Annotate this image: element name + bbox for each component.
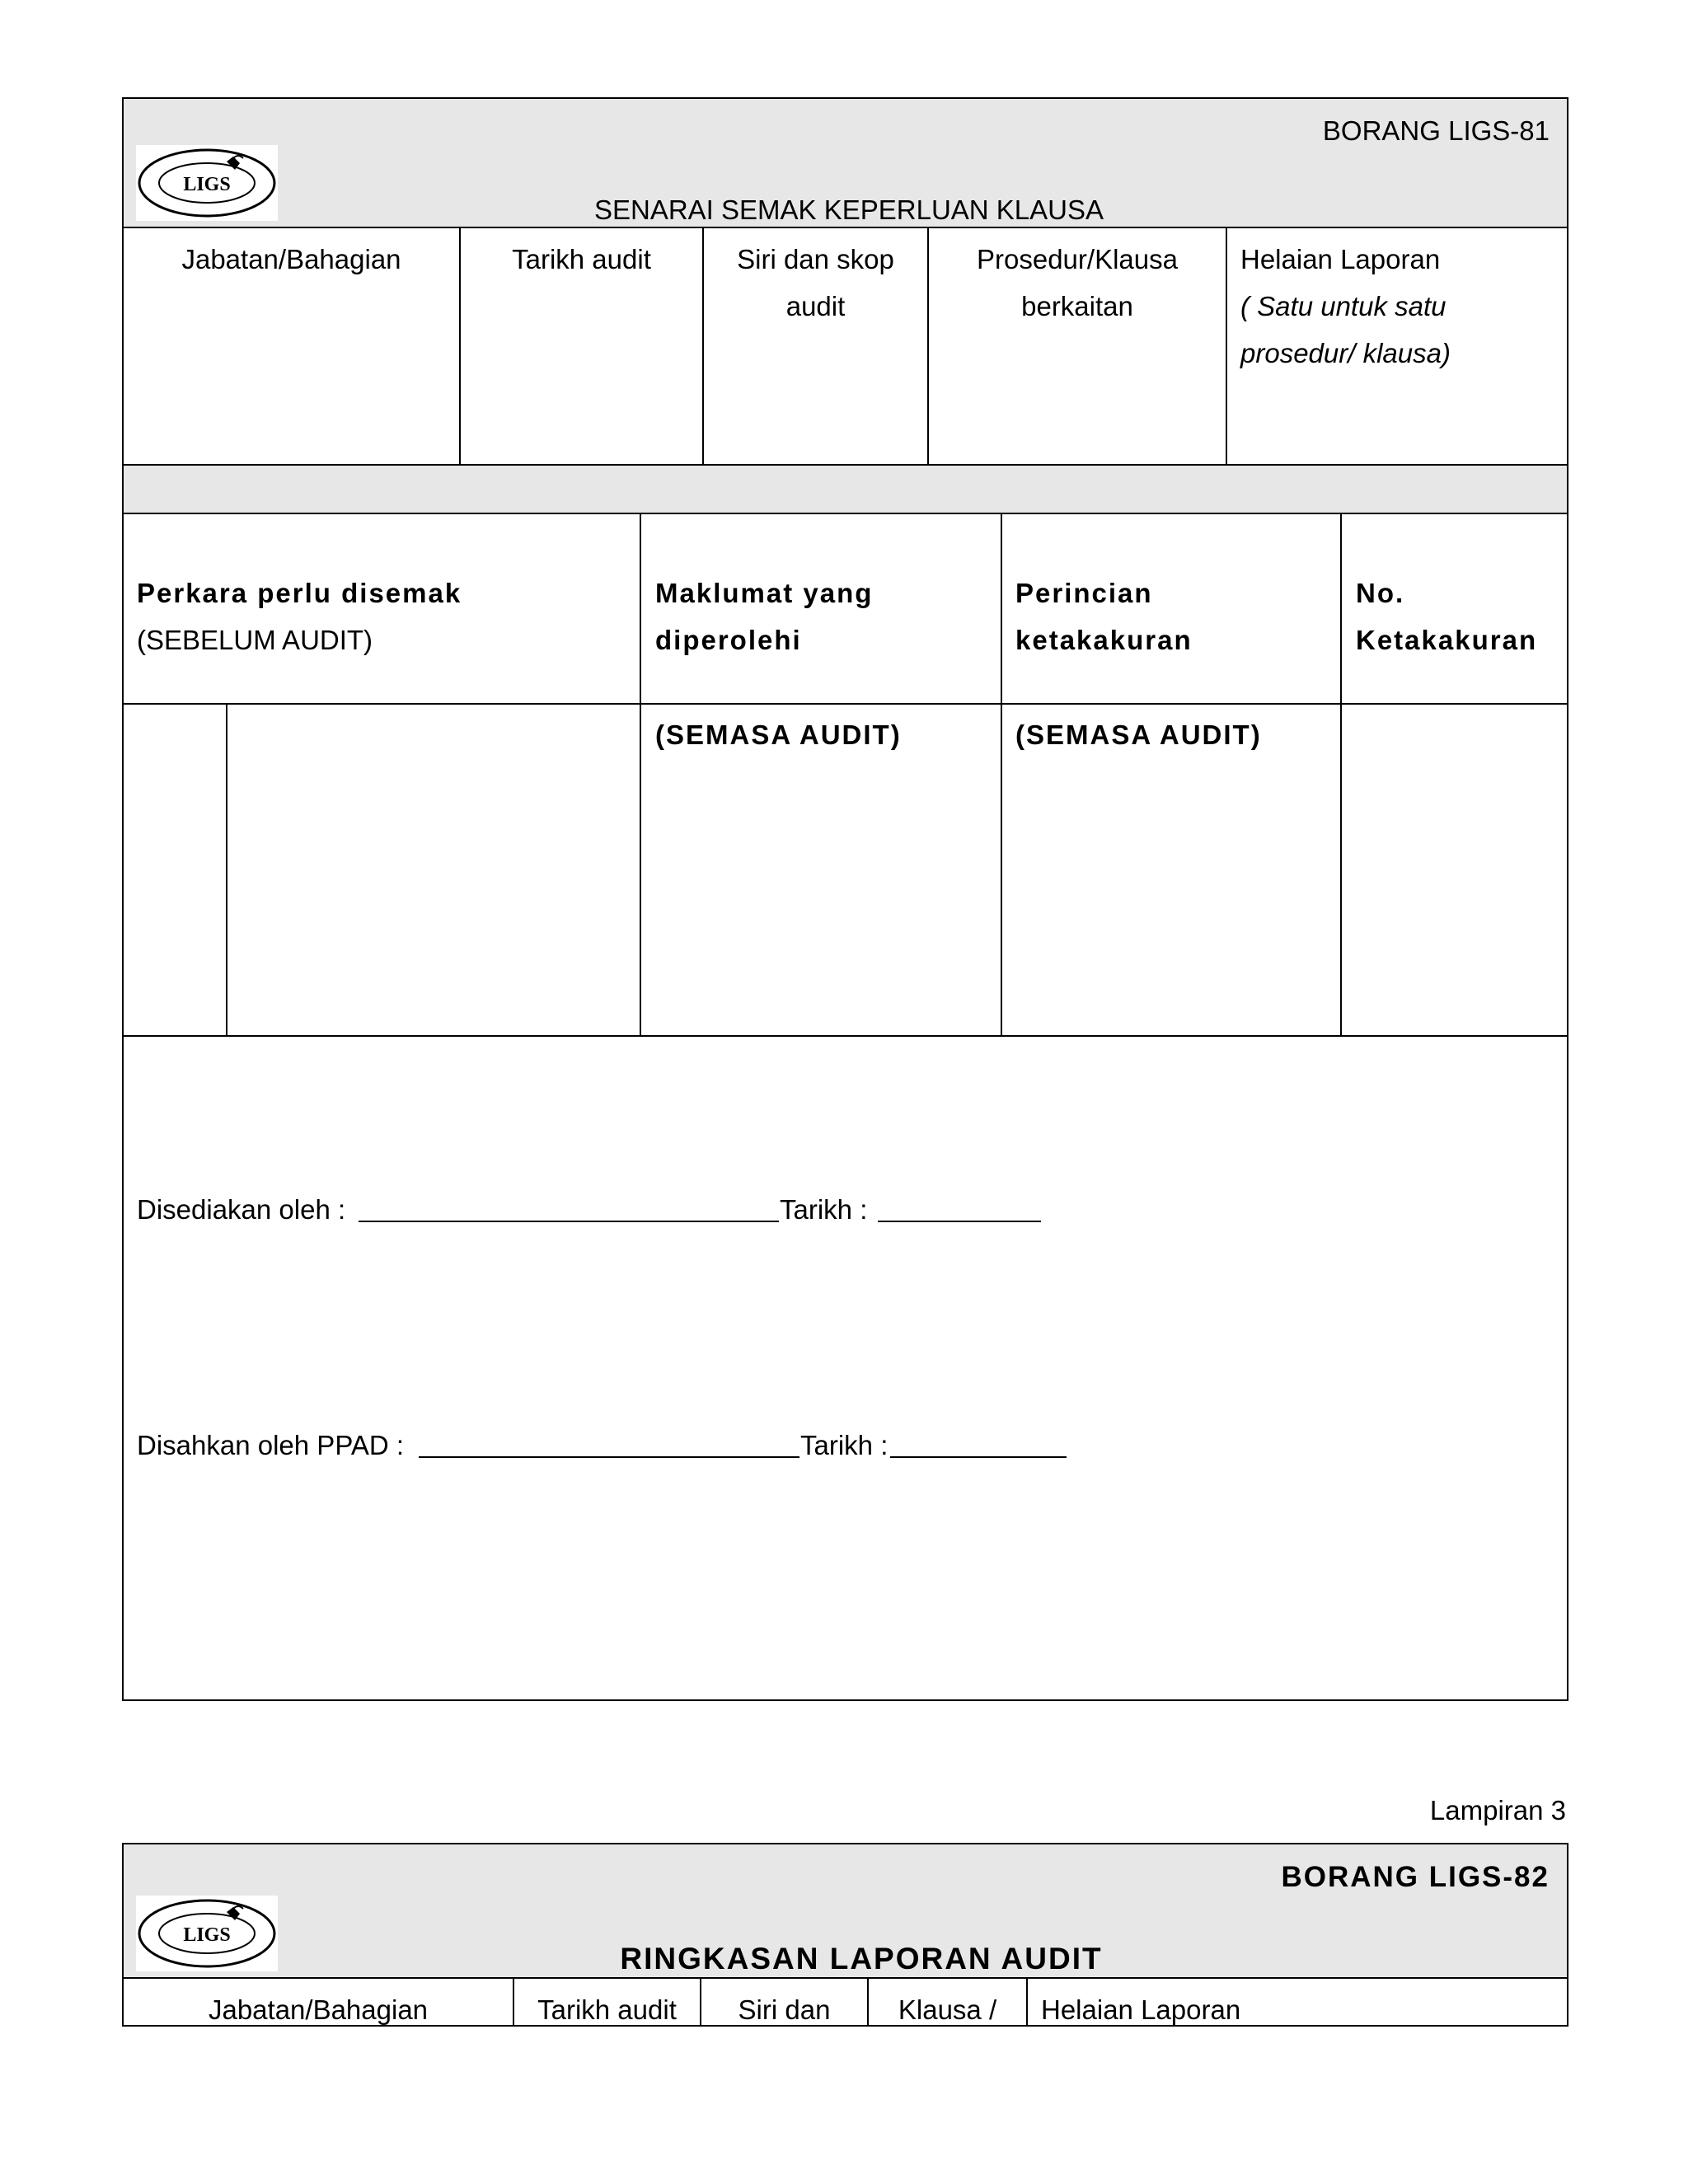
header-report-sheet: Helaian Laporan <box>1240 244 1441 274</box>
header-department: Jabatan/Bahagian <box>181 244 401 274</box>
prepared-by-signature-line[interactable] <box>359 1221 779 1222</box>
form-82-header-clause: Klausa / <box>898 1994 997 2025</box>
cell-nonconformity-detail[interactable] <box>1002 705 1340 1034</box>
during-audit-label: (SEMASA AUDIT) <box>655 719 902 750</box>
header-information-2: diperolehi <box>655 625 802 655</box>
header-procedure-clause: Prosedur/Klausa <box>977 244 1178 274</box>
approved-date-line[interactable] <box>890 1456 1067 1458</box>
form-81-title: SENARAI SEMAK KEPERLUAN KLAUSA <box>593 194 1104 225</box>
ligs-logo <box>136 145 278 221</box>
header-audit-date: Tarikh audit <box>512 244 651 274</box>
prepared-date-line[interactable] <box>878 1221 1041 1222</box>
cell-item[interactable] <box>227 705 640 1034</box>
header-series-scope: Siri dan skop <box>737 244 894 274</box>
appendix-label: Lampiran 3 <box>1429 1795 1566 1825</box>
header-nonconformity-no-2: Ketakakuran <box>1356 625 1538 655</box>
header-nonconformity-no: No. <box>1356 578 1405 608</box>
header-nonconformity-detail: Perincian <box>1015 578 1153 608</box>
approved-by-signature-line[interactable] <box>419 1456 799 1458</box>
form-81-code: BORANG LIGS-81 <box>1322 115 1550 146</box>
header-series-scope-2: audit <box>785 291 846 321</box>
header-items-to-check: Perkara perlu disemak <box>137 578 462 608</box>
form-82-header-department: Jabatan/Bahagian <box>208 1994 429 2025</box>
svg-text:LIGS: LIGS <box>183 174 231 195</box>
header-before-audit: (SEBELUM AUDIT) <box>137 625 373 655</box>
approved-by-label: Disahkan oleh PPAD : <box>137 1430 405 1460</box>
during-audit-label-2: (SEMASA AUDIT) <box>1015 719 1262 750</box>
prepared-date-label: Tarikh : <box>780 1194 868 1225</box>
header-nonconformity-detail-2: ketakakuran <box>1015 625 1193 655</box>
header-information: Maklumat yang <box>655 578 874 608</box>
approved-date-label: Tarikh : <box>800 1430 889 1460</box>
header-report-sheet-note: ( Satu untuk satu <box>1240 291 1447 321</box>
header-procedure-clause-2: berkaitan <box>1021 291 1133 321</box>
form-82-header-audit-date: Tarikh audit <box>537 1994 677 2025</box>
form-82-header-report-sheet: Helaian Laporan <box>1041 1994 1241 2025</box>
ligs-logo-2 <box>136 1896 278 1971</box>
cell-information[interactable] <box>641 705 1001 1034</box>
prepared-by-label: Disediakan oleh : <box>137 1194 346 1225</box>
form-82-title: RINGKASAN LAPORAN AUDIT <box>620 1942 1103 1975</box>
svg-text:LIGS: LIGS <box>183 1924 231 1946</box>
cell-number[interactable] <box>124 705 226 1034</box>
cell-nonconformity-no[interactable] <box>1342 705 1567 1034</box>
form-82-header-series: Siri dan <box>738 1994 831 2025</box>
form-82-code: BORANG LIGS-82 <box>1281 1861 1550 1893</box>
header-report-sheet-note-2: prosedur/ klausa) <box>1240 338 1451 368</box>
separator-band <box>124 466 1567 513</box>
